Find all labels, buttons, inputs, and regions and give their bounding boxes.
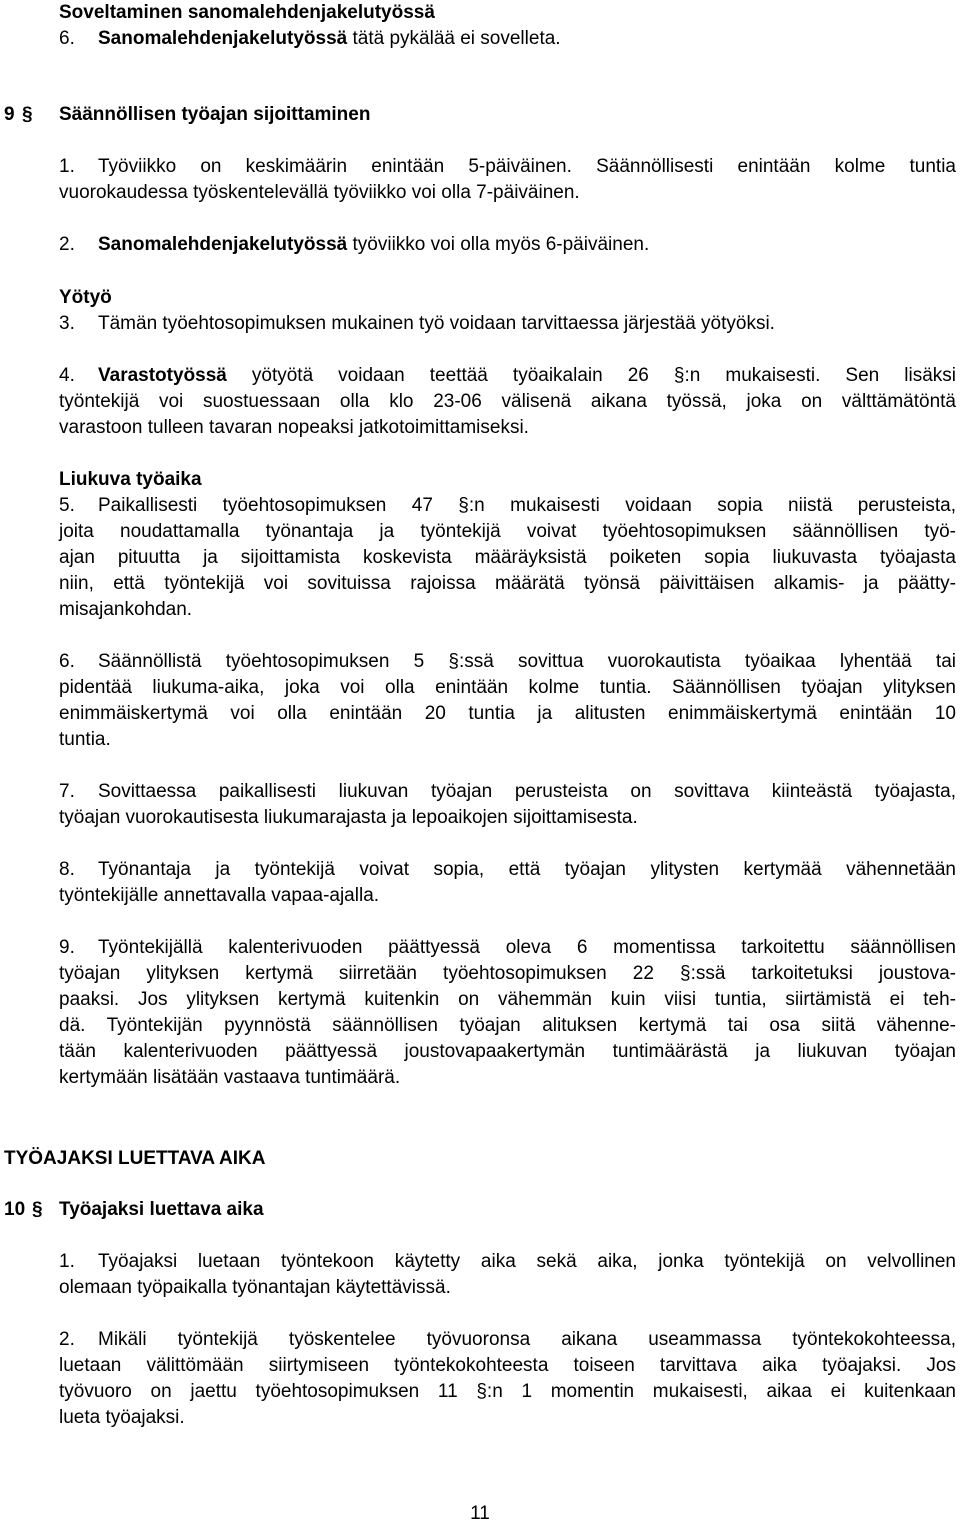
para-text: työajan ylityksen kertymä siirretään työehtosopimuksen 22: [59, 963, 680, 984]
para-number: 4.: [59, 365, 75, 386]
paragraph-4-line-3: varastoon tulleen tavaran nopeaksi jatkotoimittamiseksi.: [59, 417, 529, 438]
paragraph-10-2-line-3: [59, 1379, 956, 1405]
chapter-heading: TYÖAJAKSI LUETTAVA AIKA: [4, 1148, 266, 1169]
para-text: tätä pykälää ei sovelleta.: [347, 28, 561, 49]
para-number: 6.: [59, 28, 75, 49]
para-text: :n mukaisesti. Sen lisäksi: [684, 365, 956, 386]
para-number: 1.: [59, 156, 75, 177]
paragraph-5-line-2: joita noudattamalla työnantaja ja työntekijä voivat työehtosopimuksen säännöllisen työ-: [59, 521, 956, 542]
paragraph-4-line-1: [59, 363, 956, 389]
paragraph-1-line-1: [59, 154, 956, 180]
paragraph-10-1-line-1: [59, 1249, 956, 1275]
para-text: Sovittaessa paikallisesti liukuvan työajan perusteista on sovittava kiinteästä työajasta,: [98, 781, 956, 802]
paragraph-8-line-2: työntekijälle annettavalla vapaa-ajalla.: [59, 885, 380, 906]
bold-term: Varastotyössä: [98, 365, 227, 386]
para-text: Tämän työehtosopimuksen mukainen työ voidaan tarvittaessa järjestää yötyöksi.: [98, 313, 775, 334]
paragraph-6-newspaper: [59, 26, 561, 52]
para-text: Työntekijällä kalenterivuoden päättyessä oleva 6 momentissa tarkoitettu säännöllisen: [98, 937, 956, 958]
subheading-liukuva-tyoaika: Liukuva työaika: [59, 469, 202, 490]
section-sign: §: [32, 1199, 43, 1220]
section-number: 10: [4, 1199, 26, 1220]
para-text: Säännöllistä työehtosopimuksen 5: [98, 651, 449, 672]
para-text: :ssä tarkoitetuksi joustova-: [690, 963, 956, 984]
section-title: Työajaksi luettava aika: [59, 1199, 264, 1220]
paragraph-10-2-line-1: [59, 1327, 956, 1353]
section-sign: §: [673, 365, 685, 386]
paragraph-5-line-3: ajan pituutta ja sijoittamista koskevista määräyksistä poiketen sopia liukuvasta työajasta: [59, 547, 956, 568]
paragraph-10-2-line-4: lueta työajaksi.: [59, 1407, 185, 1428]
paragraph-7-line-1: [59, 779, 956, 805]
paragraph-6-line-3: enimmäiskertymä voi olla enintään 20 tuntia ja alitusten enimmäiskertymä enintään 10: [59, 703, 956, 724]
paragraph-8-line-1: [59, 857, 956, 883]
para-number: 7.: [59, 781, 75, 802]
paragraph-5-line-5: misajankohdan.: [59, 599, 193, 620]
section-sign: §: [448, 651, 459, 672]
paragraph-6-line-2: pidentää liukuma-aika, joka voi olla enintään kolme tuntia. Säännöllisen työajan ylityksen: [59, 677, 956, 698]
para-number: 1.: [59, 1251, 75, 1272]
paragraph-9-line-2: [59, 961, 956, 987]
para-number: 3.: [59, 313, 75, 334]
paragraph-7-line-2: työajan vuorokautisesta liukumarajasta ja lepoaikojen sijoittamisesta.: [59, 807, 638, 828]
para-text: Mikäli työntekijä työskentelee työvuoronsa aikana useammassa työntekokohteessa,: [98, 1329, 956, 1350]
para-text: Työnantaja ja työntekijä voivat sopia, että työajan ylitysten kertymää vähennetään: [98, 859, 956, 880]
para-text: Työajaksi luetaan työntekoon käytetty aika sekä aika, jonka työntekijä on velvollinen: [98, 1251, 956, 1272]
para-number: 2.: [59, 234, 75, 255]
subheading-yotyo: Yötyö: [59, 287, 112, 308]
paragraph-9-line-6: kertymään lisätään vastaava tuntimäärä.: [59, 1067, 401, 1088]
section-heading-soveltaminen: Soveltaminen sanomalehdenjakelutyössä: [59, 2, 435, 23]
paragraph-9-line-1: [59, 935, 956, 961]
paragraph-10-2-line-2: luetaan välittömään siirtymiseen työntekokohteesta toiseen tarvittava aika työajaksi. Jos: [59, 1355, 956, 1376]
paragraph-9-line-3: paaksi. Jos ylityksen kertymä kuitenkin on vähemmän kuin viisi tuntia, siirtämistä ei teh-: [59, 989, 956, 1010]
para-text: työvuoro on jaettu työehtosopimuksen 11: [59, 1381, 477, 1402]
para-number: 8.: [59, 859, 75, 880]
section-sign: §: [680, 963, 691, 984]
paragraph-9-line-5: tään kalenterivuoden päättyessä joustovapaakertymän tuntimäärästä ja liukuvan työajan: [59, 1041, 956, 1062]
section-9-heading: [4, 102, 371, 128]
para-text: Työviikko on keskimäärin enintään 5-päiväinen. Säännöllisesti enintään kolme tuntia: [98, 156, 956, 177]
para-text: yötyötä voidaan teettää työaikalain 26: [226, 365, 674, 386]
para-text: :n 1 momentin mukaisesti, aikaa ei kuitenkaan: [486, 1381, 956, 1402]
para-text: työviikko voi olla myös 6-päiväinen.: [347, 234, 650, 255]
para-text: Paikallisesti työehtosopimuksen 47: [98, 495, 459, 516]
section-sign: §: [22, 104, 33, 125]
section-sign: §: [476, 1381, 487, 1402]
para-number: 6.: [59, 651, 75, 672]
para-number: 9.: [59, 937, 75, 958]
paragraph-4-line-2: työntekijä voi suostuessaan olla klo 23-06 välisenä aikana työssä, joka on välttämätöntä: [59, 391, 956, 412]
paragraph-2: [59, 232, 649, 258]
section-sign: §: [458, 495, 469, 516]
bold-term: Sanomalehdenjakelutyössä: [98, 28, 348, 49]
paragraph-6-line-1: [59, 649, 956, 675]
paragraph-5-line-4: niin, että työntekijä voi sovituissa rajoissa määrätä työnsä päivittäisen alkamis- ja päätty-: [59, 573, 956, 594]
para-number: 2.: [59, 1329, 75, 1350]
paragraph-10-1-line-2: olemaan työpaikalla työnantajan käytettävissä.: [59, 1277, 451, 1298]
page-number: 11: [470, 1503, 490, 1524]
paragraph-9-line-4: dä. Työntekijän pyynnöstä säännöllisen työajan alituksen kertymä tai osa siitä vähenne-: [59, 1015, 956, 1036]
bold-term: Sanomalehdenjakelutyössä: [98, 234, 348, 255]
section-title: Säännöllisen työajan sijoittaminen: [59, 104, 371, 125]
paragraph-3: [59, 311, 775, 337]
section-10-heading: [4, 1197, 264, 1223]
paragraph-5-line-1: [59, 493, 956, 519]
paragraph-1-line-2: vuorokaudessa työskentelevällä työviikko voi olla 7-päiväinen.: [59, 182, 580, 203]
section-number: 9: [4, 104, 15, 125]
paragraph-6-line-4: tuntia.: [59, 729, 111, 750]
para-text: :ssä sovittua vuorokautista työaikaa lyhentää tai: [458, 651, 956, 672]
para-text: :n mukaisesti voidaan sopia niistä perusteista,: [468, 495, 957, 516]
para-number: 5.: [59, 495, 75, 516]
